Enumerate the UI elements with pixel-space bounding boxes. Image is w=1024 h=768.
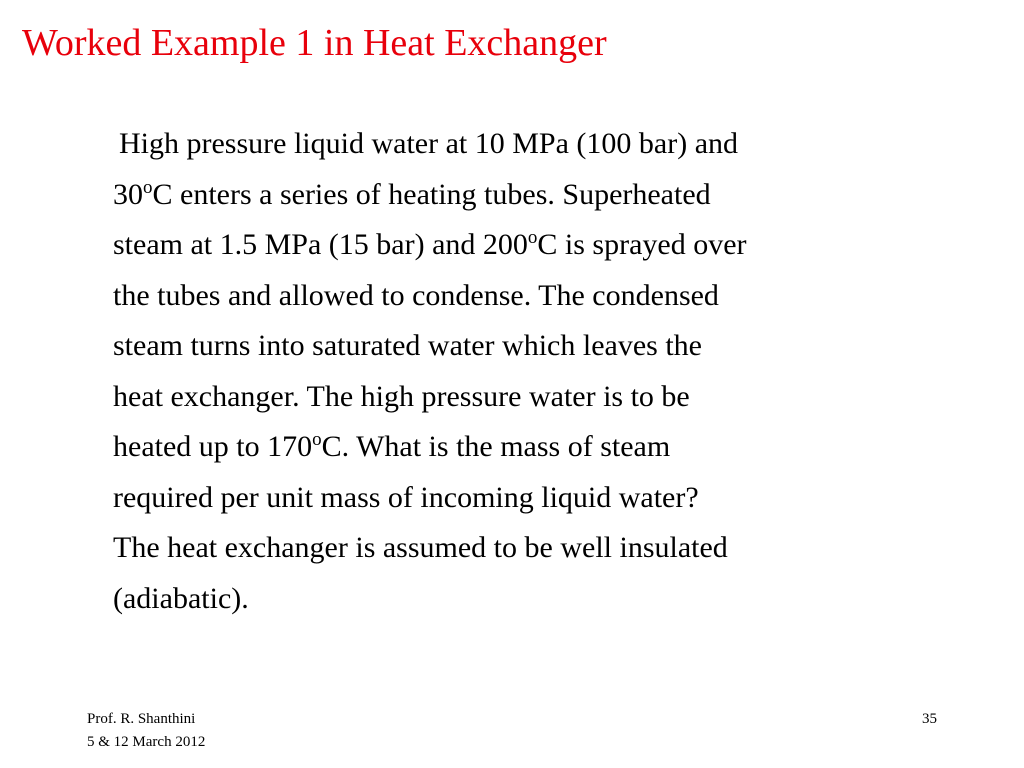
problem-statement	[113, 119, 983, 624]
degree-superscript: o	[527, 227, 538, 248]
body-line: The heat exchanger is assumed to be well insulated	[113, 531, 728, 564]
body-line	[113, 170, 983, 221]
body-text-run: C is sprayed over	[537, 228, 747, 261]
body-line: required per unit mass of incoming liquid water?	[113, 480, 699, 514]
body-line: the tubes and allowed to condense. The condensed	[113, 278, 719, 312]
slide-title: Worked Example 1 in Heat Exchanger	[22, 22, 607, 64]
body-text-run: C enters a series of heating tubes. Superheated	[152, 177, 711, 211]
page-number: 35	[922, 711, 937, 727]
degree-superscript: o	[143, 176, 153, 198]
body-text-run: 30	[113, 177, 143, 211]
body-line	[113, 220, 983, 271]
body-line: (adiabatic).	[113, 581, 249, 615]
footer-info	[87, 708, 205, 754]
body-text-run: steam at 1.5 MPa (15 bar) and 200	[113, 228, 528, 261]
body-text-run: heated up to 170	[113, 430, 313, 463]
body-line: steam turns into saturated water which leaves the	[113, 329, 702, 362]
degree-superscript: o	[312, 429, 322, 450]
body-line: High pressure liquid water at 10 MPa (100 bar) and	[119, 127, 739, 160]
footer-date: 5 & 12 March 2012	[87, 734, 206, 750]
body-line: heat exchanger. The high pressure water is to be	[113, 379, 690, 413]
body-line	[113, 422, 983, 473]
body-text-run: C. What is the mass of steam	[321, 430, 671, 463]
footer-author: Prof. R. Shanthini	[87, 711, 196, 727]
